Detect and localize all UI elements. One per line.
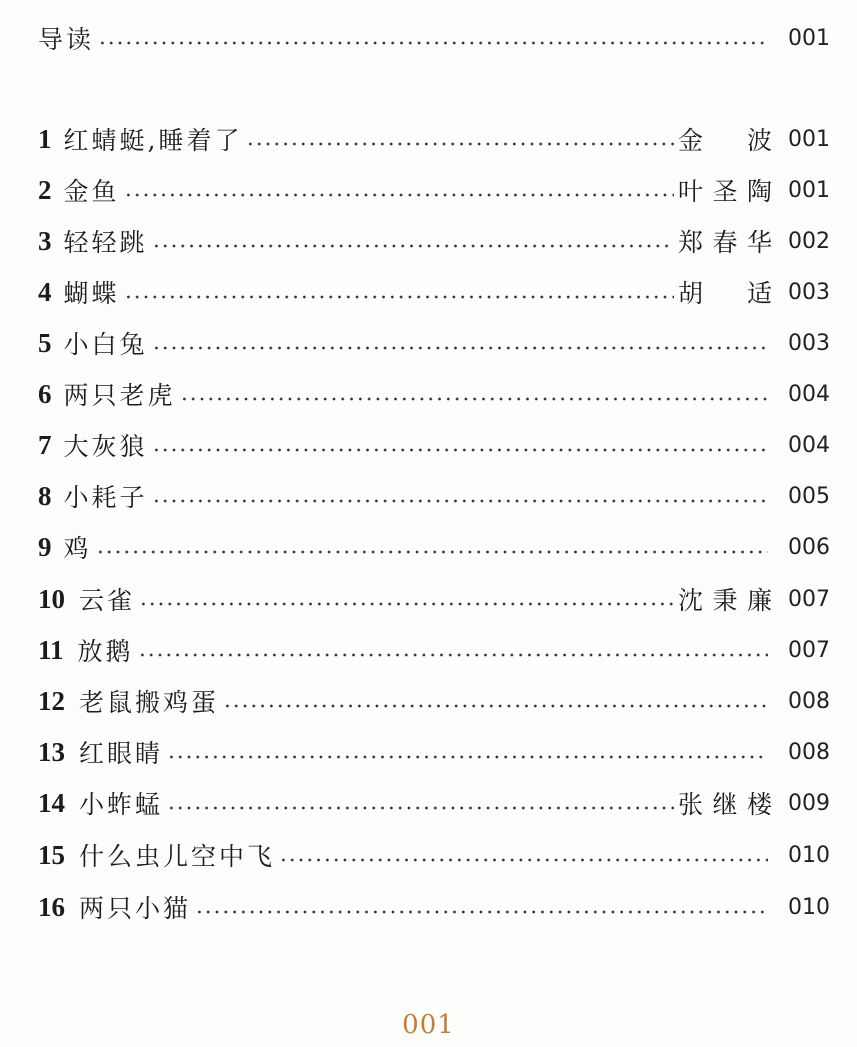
entry-page: 003 [788, 330, 830, 356]
entry-page: 001 [788, 126, 830, 152]
entry-page: 008 [788, 739, 830, 765]
entry-title: 小白兔 [63, 330, 148, 359]
entry-title: 红眼睛 [79, 739, 164, 768]
entry-number: 12 [38, 685, 65, 716]
entry-title: 两只小猫 [79, 894, 192, 923]
entry-title: 两只老虎 [63, 381, 176, 410]
toc-entry-9[interactable] [38, 527, 830, 567]
entry-title: 蝴蝶 [63, 279, 120, 308]
entry-number: 3 [38, 225, 52, 256]
entry-page: 007 [788, 637, 830, 663]
entry-number: 9 [38, 531, 52, 562]
toc-entry-14[interactable] [38, 783, 830, 823]
entry-number: 13 [38, 736, 65, 767]
entry-author: 胡 适 [678, 279, 772, 308]
toc-entry-6[interactable] [38, 374, 830, 414]
entry-number: 2 [38, 174, 52, 205]
dot-leader [152, 221, 674, 261]
entry-number: 14 [38, 787, 65, 818]
entry-page: 003 [788, 279, 830, 305]
dot-leader [152, 425, 768, 465]
toc-entry-1[interactable] [38, 119, 830, 159]
dot-leader [96, 527, 768, 567]
entry-number: 10 [38, 583, 65, 614]
entry-page: 006 [788, 534, 830, 560]
entry-title: 小蚱蜢 [79, 790, 164, 819]
dot-leader [138, 630, 768, 670]
toc-entry-13[interactable] [38, 732, 830, 772]
entry-author: 叶 圣 陶 [678, 177, 772, 206]
entry-number: 6 [38, 378, 52, 409]
toc-entry-5[interactable] [38, 323, 830, 363]
toc-entry-15[interactable] [38, 835, 830, 875]
entry-page: 001 [788, 177, 830, 203]
entry-title: 云雀 [79, 586, 136, 615]
entry-title: 老鼠搬鸡蛋 [79, 688, 220, 717]
toc-entry-10[interactable] [38, 579, 830, 619]
entry-number: 16 [38, 891, 65, 922]
entry-page: 004 [788, 432, 830, 458]
toc-intro-title: 导读 [38, 25, 95, 54]
entry-author: 郑 春 华 [678, 228, 772, 257]
entry-page: 007 [788, 586, 830, 612]
entry-number: 11 [38, 634, 64, 665]
entry-page: 004 [788, 381, 830, 407]
entry-number: 5 [38, 327, 52, 358]
toc-entry-3[interactable] [38, 221, 830, 261]
dot-leader [124, 170, 674, 210]
entry-number: 15 [38, 839, 65, 870]
footer-page-number: 001 [402, 1010, 455, 1040]
dot-leader [167, 732, 768, 772]
entry-title: 什么虫儿空中飞 [79, 842, 276, 871]
toc-entry-12[interactable] [38, 681, 830, 721]
entry-number: 7 [38, 429, 52, 460]
dot-leader [98, 18, 768, 58]
entry-page: 010 [788, 842, 830, 868]
dot-leader [167, 783, 674, 823]
toc-intro-row[interactable] [38, 18, 830, 58]
entry-author: 金 波 [678, 126, 772, 155]
toc-entry-16[interactable] [38, 887, 830, 927]
entry-title: 大灰狼 [63, 432, 148, 461]
entry-title: 轻轻跳 [63, 228, 148, 257]
dot-leader [223, 681, 768, 721]
entry-title: 金鱼 [63, 177, 120, 206]
entry-page: 009 [788, 790, 830, 816]
toc-intro-page: 001 [788, 25, 830, 51]
entry-page: 010 [788, 894, 830, 920]
dot-leader [195, 887, 768, 927]
entry-title: 红蜻蜓,睡着了 [63, 126, 243, 155]
entry-title: 放鹅 [77, 637, 134, 666]
entry-number: 4 [38, 276, 52, 307]
toc-entry-2[interactable] [38, 170, 830, 210]
entry-author: 张 继 楼 [678, 790, 772, 819]
toc-entry-4[interactable] [38, 272, 830, 312]
dot-leader [279, 835, 768, 875]
toc-entry-7[interactable] [38, 425, 830, 465]
dot-leader [124, 272, 674, 312]
entry-page: 005 [788, 483, 830, 509]
entry-page: 002 [788, 228, 830, 254]
dot-leader [246, 119, 674, 159]
entry-title: 小耗子 [63, 483, 148, 512]
dot-leader [139, 579, 674, 619]
dot-leader [180, 374, 768, 414]
entry-title: 鸡 [63, 534, 92, 563]
dot-leader [152, 476, 768, 516]
toc-entry-11[interactable] [38, 630, 830, 670]
toc-entry-8[interactable] [38, 476, 830, 516]
entry-page: 008 [788, 688, 830, 714]
entry-author: 沈 秉 廉 [678, 586, 772, 615]
entry-number: 8 [38, 480, 52, 511]
entry-number: 1 [38, 123, 52, 154]
dot-leader [152, 323, 768, 363]
